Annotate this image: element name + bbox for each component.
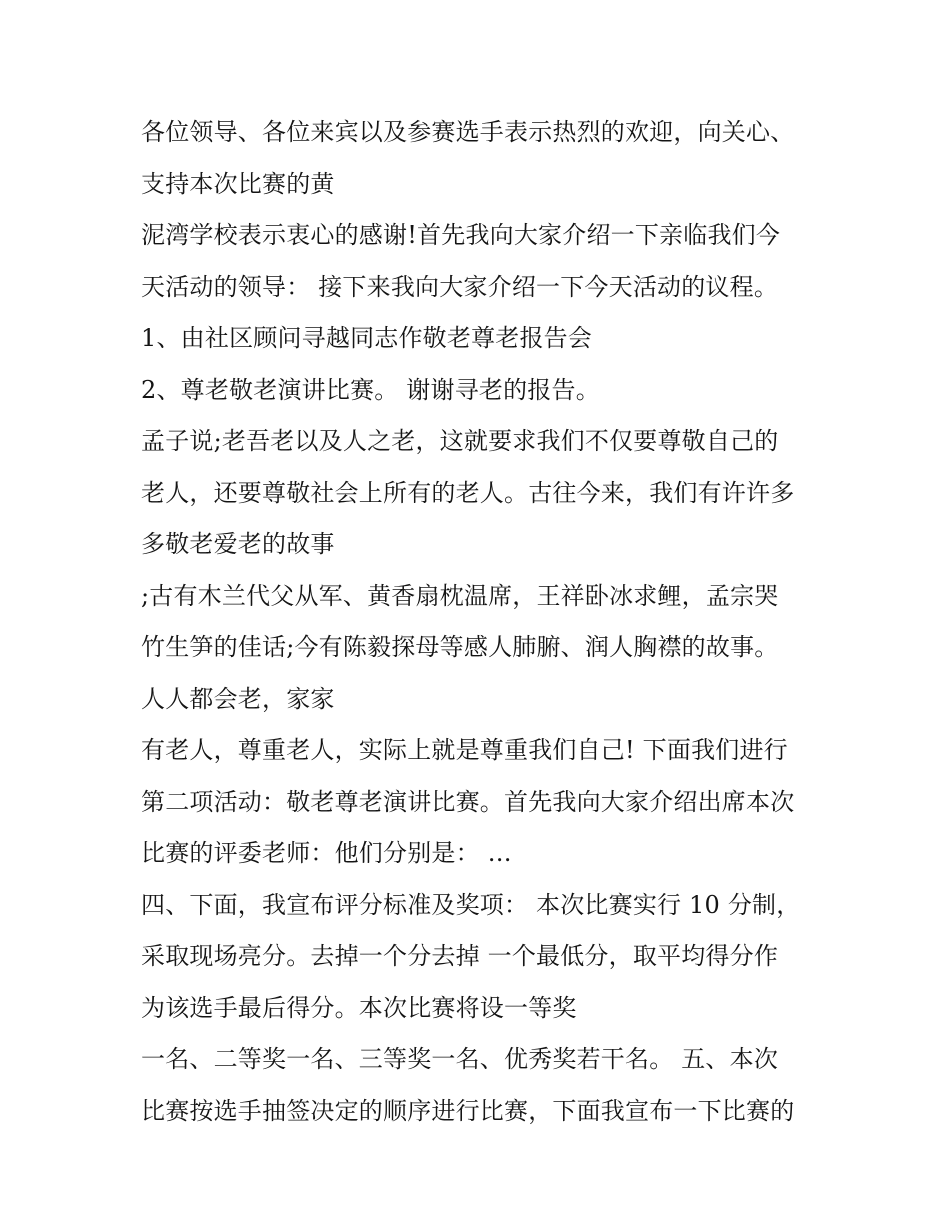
text-line: 人人都会老，家家 (141, 684, 335, 713)
text-line: 支持本次比赛的黄 (141, 169, 335, 198)
document-body (141, 107, 821, 1137)
text-line: 采取现场亮分。去掉一个分去掉 一个最低分，取平均得分作 (141, 942, 779, 970)
text-line: 一名、二等奖一名、三等奖一名、优秀奖若干名。 五、本次 (141, 1045, 779, 1073)
text-line: 四、下面，我宣布评分标准及奖项： 本次比赛实行 10 分制， (141, 890, 801, 919)
text-line: 为该选手最后得分。本次比赛将设一等奖 (141, 993, 577, 1022)
text-line: 泥湾学校表示衷心的感谢!首先我向大家介绍一下亲临我们今 (141, 221, 781, 249)
text-line: 多敬老爱老的故事 (141, 530, 335, 558)
text-line: 孟子说;老吾老以及人之老，这就要求我们不仅要尊敬自己的 (141, 427, 779, 455)
text-line: 比赛按选手抽签决定的顺序进行比赛，下面我宣布一下比赛的 (141, 1096, 795, 1125)
text-line: 第二项活动：敬老尊老演讲比赛。首先我向大家介绍出席本次 (141, 787, 795, 816)
text-line: 竹生笋的佳话;今有陈毅探母等感人肺腑、润人胸襟的故事。 (141, 633, 779, 661)
text-line: 老人，还要尊敬社会上所有的老人。古往今来，我们有许许多 (141, 478, 795, 507)
text-line: 各位领导、各位来宾以及参赛选手表示热烈的欢迎，向关心、 (141, 118, 795, 146)
text-line: 天活动的领导： 接下来我向大家介绍一下今天活动的议程。 (141, 272, 779, 301)
text-line: 1、由社区顾问寻越同志作敬老尊老报告会 (141, 324, 593, 352)
text-line: 比赛的评委老师：他们分别是： … (141, 839, 512, 867)
text-line: 2、尊老敬老演讲比赛。 谢谢寻老的报告。 (141, 375, 600, 404)
text-line: 有老人，尊重老人，实际上就是尊重我们自己! 下面我们进行 (141, 736, 788, 764)
text-line: ;古有木兰代父从军、黄香扇枕温席，王祥卧冰求鲤，孟宗哭 (141, 581, 779, 610)
